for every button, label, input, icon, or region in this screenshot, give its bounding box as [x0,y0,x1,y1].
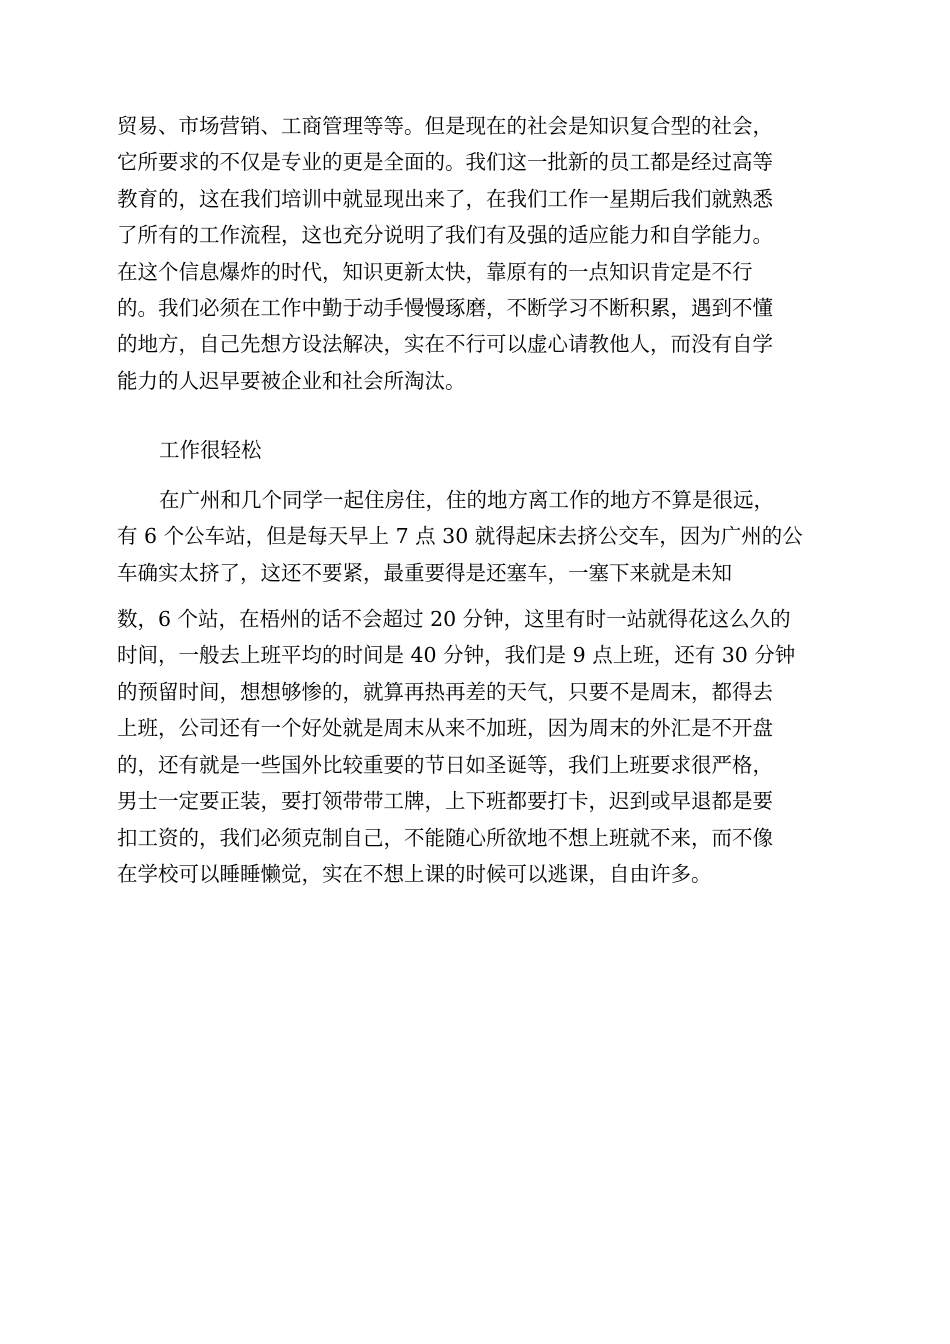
text-line: 在广州和几个同学一起住房住，住的地方离工作的地方不算是很远， [159,488,774,512]
text-line: 在这个信息爆炸的时代，知识更新太快，靠原有的一点知识肯定是不行 [117,260,753,284]
text-line: 时间，一般去上班平均的时间是 40 分钟，我们是 9 点上班，还有 30 分钟 [117,643,796,667]
text-line: 上班，公司还有一个好处就是周末从来不加班，因为周末的外汇是不开盘 [117,716,773,740]
text-line: 车确实太挤了，这还不要紧，最重要得是还塞车，一塞下来就是未知 [117,561,732,585]
text-line: 有 6 个公车站，但是每天早上 7 点 30 就得起床去挤公交车，因为广州的公 [117,524,803,548]
text-line: 的。我们必须在工作中勤于动手慢慢琢磨，不断学习不断积累，遇到不懂 [117,296,773,320]
text-line: 贸易、市场营销、工商管理等等。但是现在的社会是知识复合型的社会， [117,114,773,138]
text-line: 的地方，自己先想方设法解决，实在不行可以虚心请教他人，而没有自学 [117,332,773,356]
text-line: 的，还有就是一些国外比较重要的节日如圣诞等，我们上班要求很严格， [117,753,773,777]
text-line: 教育的，这在我们培训中就显现出来了，在我们工作一星期后我们就熟悉 [117,187,773,211]
heading-text: 工作很轻松 [159,438,262,462]
text-line: 男士一定要正装，要打领带带工牌，上下班都要打卡，迟到或早退都是要 [117,789,773,813]
text-line: 数，6 个站，在梧州的话不会超过 20 分钟，这里有时一站就得花这么久的 [117,607,791,631]
text-line: 在学校可以睡睡懒觉，实在不想上课的时候可以逃课，自由许多。 [117,862,712,886]
text-line: 能力的人迟早要被企业和社会所淘汰。 [117,369,466,393]
text-line: 了所有的工作流程，这也充分说明了我们有及强的适应能力和自学能力。 [117,223,773,247]
text-line: 的预留时间，想想够惨的，就算再热再差的天气，只要不是周末，都得去 [117,680,773,704]
text-line: 扣工资的，我们必须克制自己，不能随心所欲地不想上班就不来，而不像 [117,826,773,850]
text-line: 它所要求的不仅是专业的更是全面的。我们这一批新的员工都是经过高等 [117,150,773,174]
